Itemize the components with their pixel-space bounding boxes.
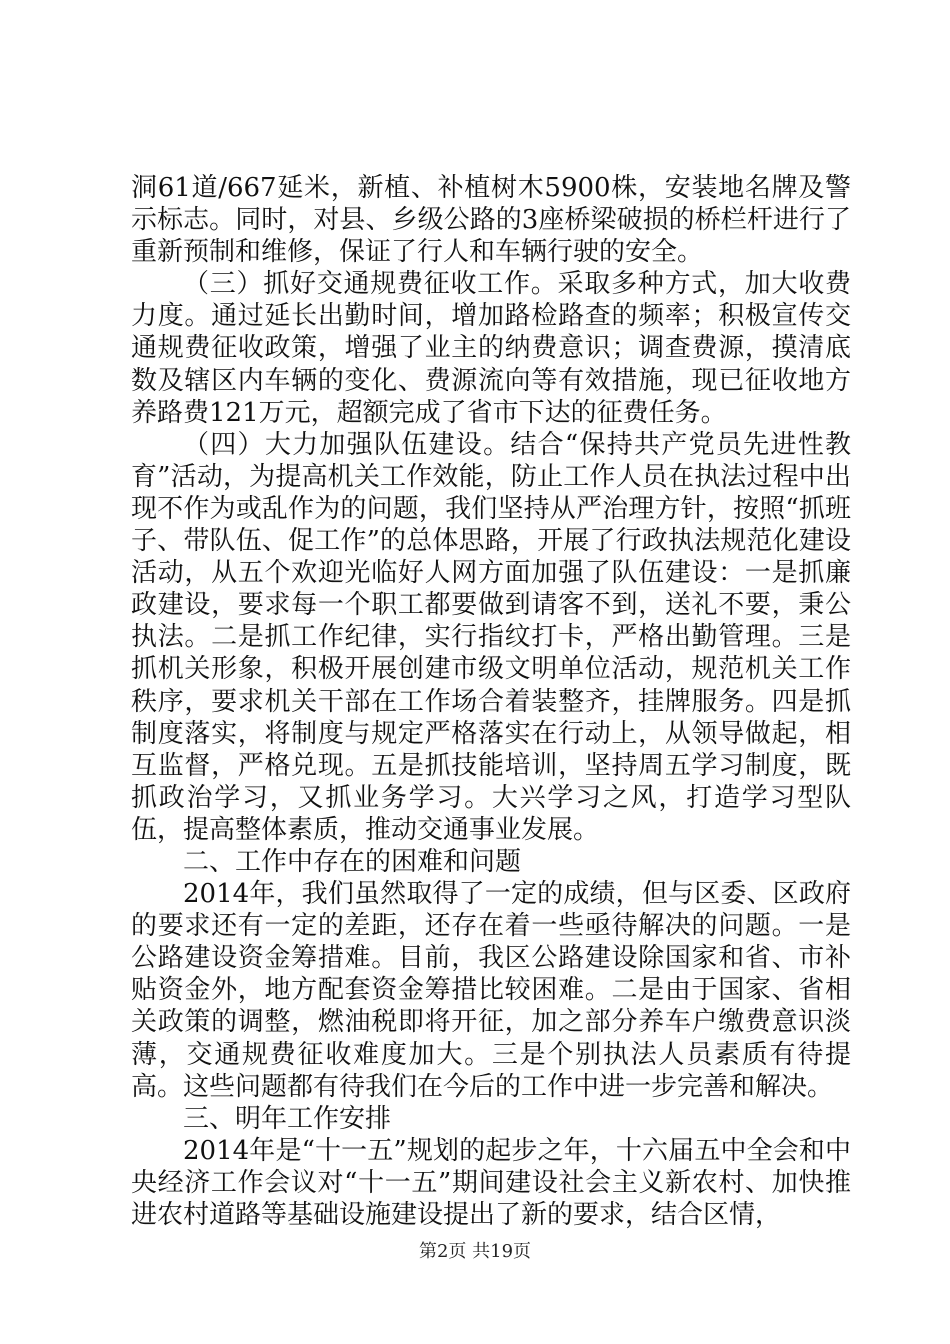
paragraph-problems: 2014年，我们虽然取得了一定的成绩，但与区委、区政府的要求还有一定的差距，还存在着一些亟待解决的问题。一是公路建设资金筹措难。目前，我区公路建设除国家和省、市补贴资金外，地方配套资金筹措比较困难。二是由于国家、省相关政策的调整，燃油税即将开征，加之部分养车户缴费意识淡薄，交通规费征收难度加大。三是个别执法人员素质有待提高。这些问题都有待我们在今后的工作中进一步完善和解决。 (131, 879, 851, 1102)
paragraph-next-year: 2014年是“十一五”规划的起步之年，十六届五中全会和中央经济工作会议对“十一五”期间建设社会主义新农村、加快推进农村道路等基础设施建设提出了新的要求，结合区情， (131, 1135, 851, 1230)
paragraph-team-building: （四）大力加强队伍建设。结合“保持共产党员先进性教育”活动，为提高机关工作效能，防止工作人员在执法过程中出现不作为或乱作为的问题，我们坚持从严治理方针，按照“抓班子、带队伍、促工作”的总体思路，开展了行政执法规范化建设活动，从五个欢迎光临好人网方面加强了队伍建设：一是抓廉政建设，要求每一个职工都要做到请客不到，送礼不要，秉公执法。二是抓工作纪律，实行指纹打卡，严格出勤管理。三是抓机关形象，积极开展创建市级文明单位活动，规范机关工作秩序，要求机关干部在工作场合着装整齐，挂牌服务。四是抓制度落实，将制度与规定严格落实在行动上，从领导做起，相互监督，严格兑现。五是抓技能培训，坚持周五学习制度，既抓政治学习，又抓业务学习。大兴学习之风，打造学习型队伍，提高整体素质，推动交通事业发展。 (131, 429, 851, 845)
page-footer: 第2页 共19页 (418, 1241, 532, 1262)
paragraph-fee-collection: （三）抓好交通规费征收工作。采取多种方式，加大收费力度。通过延长出勤时间，增加路检路查的频率；积极宣传交通规费征收政策，增强了业主的纳费意识；调查费源，摸清底数及辖区内车辆的变化、费源流向等有效措施，现已征收地方养路费121万元，超额完成了省市下达的征费任务。 (131, 269, 851, 428)
document-body (131, 172, 851, 1231)
paragraph-continued: 洞61道/667延米，新植、补植树木5900株，安装地名牌及警示标志。同时，对县、乡级公路的3座桥梁破损的桥栏杆进行了重新预制和维修，保证了行人和车辆行驶的安全。 (131, 173, 851, 268)
section-heading-problems: 二、工作中存在的困难和问题 (183, 846, 522, 877)
section-heading-next-year: 三、明年工作安排 (183, 1103, 392, 1134)
